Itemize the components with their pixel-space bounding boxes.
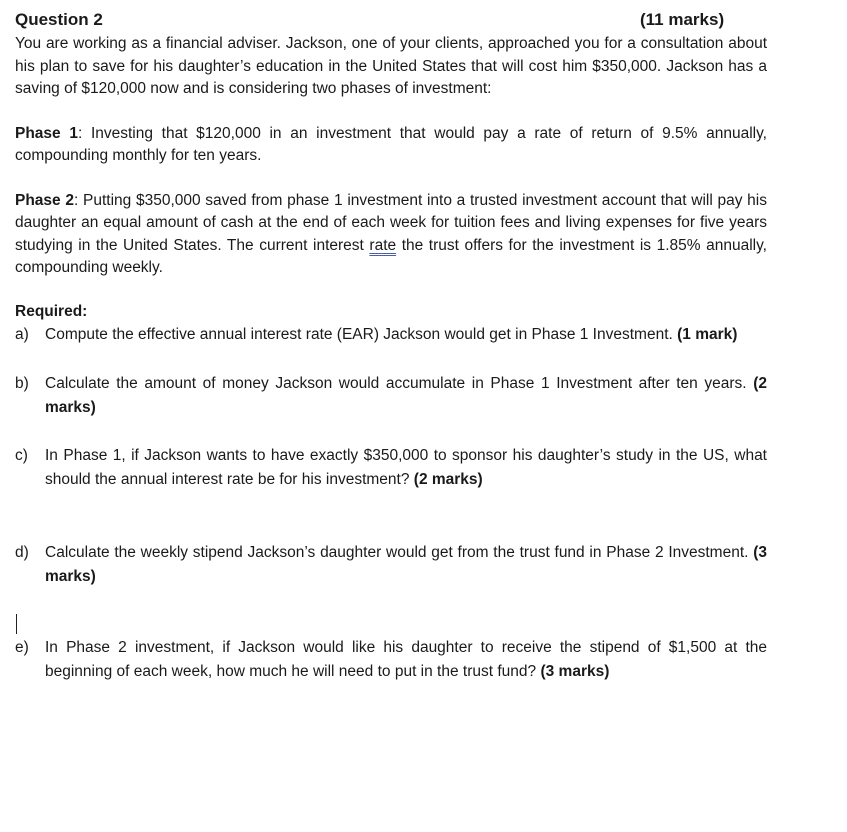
text-cursor[interactable] bbox=[16, 614, 17, 634]
phase-2-text: : Putting $350,000 saved from phase 1 investment into a trusted investment account that will pay his daughter an equal amount of cash at the end of each week for tuition fees and living expenses for five years studying in the United States. The current interest bbox=[15, 191, 767, 254]
required-heading: Required: bbox=[15, 302, 88, 320]
item-label: a) bbox=[15, 325, 29, 343]
question-item-b bbox=[15, 372, 767, 419]
phase-1-paragraph bbox=[15, 123, 767, 168]
item-marks: (3 marks) bbox=[45, 544, 767, 585]
item-marks: (3 marks) bbox=[540, 662, 610, 680]
item-marks: (1 mark) bbox=[677, 325, 738, 343]
item-marks: (2 marks) bbox=[45, 375, 767, 416]
item-label: e) bbox=[15, 639, 29, 656]
phase-2-label: Phase 2 bbox=[15, 191, 74, 209]
question-item-e bbox=[15, 636, 767, 683]
item-label: d) bbox=[15, 544, 29, 561]
question-title: Question 2 bbox=[15, 10, 103, 29]
question-item-d bbox=[15, 541, 767, 588]
phase-2-paragraph bbox=[15, 190, 767, 280]
item-label: c) bbox=[15, 447, 28, 464]
question-item-c bbox=[15, 444, 767, 491]
item-text: In Phase 2 investment, if Jackson would like his daughter to receive the stipend of $1,500 at the beginning of each week, how much he will need to put in the trust fund? bbox=[45, 639, 767, 680]
item-label: b) bbox=[15, 375, 29, 392]
question-item-a bbox=[15, 323, 767, 347]
item-text: Compute the effective annual interest rate (EAR) Jackson would get in Phase 1 Investment. bbox=[45, 325, 678, 343]
question-header bbox=[15, 10, 767, 32]
document-page bbox=[15, 10, 767, 683]
item-marks: (2 marks) bbox=[413, 470, 483, 488]
item-text: In Phase 1, if Jackson wants to have exactly $350,000 to sponsor his daughter’s study in the US, what should the annual interest rate be for his investment? bbox=[45, 447, 767, 488]
phase-1-text: : Investing that $120,000 in an investment that would pay a rate of return of 9.5% annually, compounding monthly for ten years. bbox=[15, 124, 767, 164]
phase-2-text-end: the trust offers for the investment is 1.85% annually, compounding weekly. bbox=[15, 236, 767, 276]
item-text: Calculate the weekly stipend Jackson’s daughter would get from the trust fund in Phase 2 Investment. bbox=[45, 544, 754, 561]
phase-1-label: Phase 1 bbox=[15, 124, 78, 142]
intro-paragraph: You are working as a financial adviser. Jackson, one of your clients, approached you for a consultation about his plan to save for his daughter’s education in the United States that will cost him $350,000. Jackson has a saving of $120,000 now and is considering two phases of investment: bbox=[15, 35, 767, 97]
item-text: Calculate the amount of money Jackson would accumulate in Phase 1 Investment after ten years. bbox=[45, 375, 754, 392]
question-marks: (11 marks) bbox=[640, 10, 725, 29]
grammar-flagged-word[interactable]: rate bbox=[369, 236, 397, 254]
